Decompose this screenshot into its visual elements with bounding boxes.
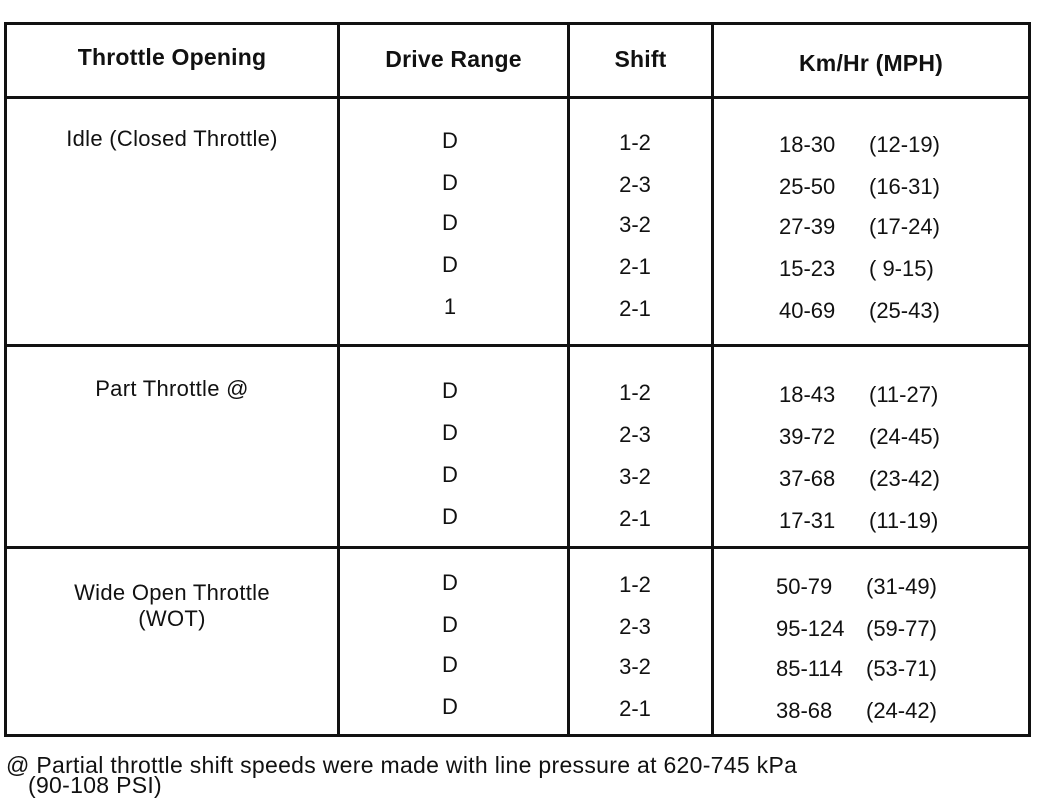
kmh-value: 17-31 — [779, 508, 836, 533]
shift-cell: 3-2 — [619, 654, 651, 679]
group-divider-2 — [4, 546, 1031, 549]
speed-cell — [779, 214, 940, 240]
kmh-value: 27-39 — [779, 214, 836, 239]
header-shift: Shift — [614, 46, 667, 72]
footnote-line-2: (90-108 PSI) — [28, 772, 162, 798]
shift-cell: 2-3 — [619, 172, 651, 197]
column-divider-3 — [711, 22, 714, 737]
speed-cell — [779, 132, 940, 158]
mph-value: (11-19) — [869, 508, 939, 533]
mph-value: ( 9-15) — [869, 256, 934, 281]
drive-cell: 1 — [443, 294, 457, 319]
drive-cell: D — [442, 504, 458, 529]
shift-cell: 1-2 — [619, 572, 651, 597]
column-divider-2 — [567, 22, 570, 737]
shift-cell: 2-1 — [619, 696, 651, 721]
speed-cell — [779, 466, 940, 492]
mph-value: (59-77) — [866, 616, 937, 641]
mph-value: (17-24) — [869, 214, 940, 239]
shift-cell: 3-2 — [619, 212, 651, 237]
group-label-wot-line1: Wide Open Throttle — [74, 580, 270, 605]
kmh-value: 85-114 — [776, 656, 843, 681]
drive-cell: D — [442, 210, 458, 235]
kmh-value: 38-68 — [776, 698, 833, 723]
speed-cell — [776, 656, 937, 682]
drive-cell: D — [442, 462, 458, 487]
kmh-value: 40-69 — [779, 298, 836, 323]
drive-cell: D — [442, 612, 458, 637]
mph-value: (24-45) — [869, 424, 940, 449]
drive-cell: D — [442, 694, 458, 719]
speed-cell — [779, 174, 940, 200]
group-label-wot-line2: (WOT) — [138, 606, 206, 631]
shift-cell: 2-1 — [619, 254, 651, 279]
table-top-border — [4, 22, 1031, 25]
speed-cell — [779, 424, 940, 450]
group-label-idle: Idle (Closed Throttle) — [66, 126, 278, 151]
drive-cell: D — [442, 252, 458, 277]
drive-cell: D — [442, 420, 458, 445]
drive-cell: D — [442, 652, 458, 677]
shift-cell: 2-1 — [619, 506, 651, 531]
mph-value: (23-42) — [869, 466, 940, 491]
shift-cell: 2-3 — [619, 614, 651, 639]
header-speed: Km/Hr (MPH) — [798, 50, 944, 76]
kmh-value: 18-43 — [779, 382, 836, 407]
speed-cell — [779, 508, 938, 534]
speed-cell — [779, 298, 940, 324]
kmh-value: 50-79 — [776, 574, 833, 599]
mph-value: (16-31) — [869, 174, 940, 199]
mph-value: (24-42) — [866, 698, 937, 723]
group-label-part-throttle: Part Throttle @ — [95, 376, 249, 401]
mph-value: (31-49) — [866, 574, 937, 599]
drive-cell: D — [442, 570, 458, 595]
header-throttle-opening: Throttle Opening — [77, 44, 267, 70]
mph-value: (53-71) — [866, 656, 937, 681]
mph-value: (12-19) — [869, 132, 940, 157]
drive-cell: D — [442, 170, 458, 195]
kmh-value: 15-23 — [779, 256, 836, 281]
shift-cell: 1-2 — [619, 380, 651, 405]
kmh-value: 39-72 — [779, 424, 836, 449]
mph-value: (11-27) — [869, 382, 939, 407]
speed-cell — [776, 574, 937, 600]
speed-cell — [776, 616, 937, 642]
table-header-divider — [4, 96, 1031, 99]
kmh-value: 25-50 — [779, 174, 836, 199]
shift-cell: 1-2 — [619, 130, 651, 155]
shift-cell: 3-2 — [619, 464, 651, 489]
header-drive-range: Drive Range — [385, 46, 522, 72]
footnote-line-1: @ Partial throttle shift speeds were made with line pressure at 620-745 kPa — [6, 752, 798, 778]
kmh-value: 18-30 — [779, 132, 836, 157]
speed-cell — [779, 256, 934, 282]
drive-cell: D — [442, 128, 458, 153]
group-divider-1 — [4, 344, 1031, 347]
mph-value: (25-43) — [869, 298, 940, 323]
speed-cell — [776, 698, 937, 724]
table-bottom-border — [4, 734, 1031, 737]
group-label-wot — [7, 580, 337, 632]
kmh-value: 95-124 — [776, 616, 845, 641]
table-right-border — [1028, 22, 1031, 737]
shift-cell: 2-1 — [619, 296, 651, 321]
speed-cell — [779, 382, 938, 408]
drive-cell: D — [442, 378, 458, 403]
column-divider-1 — [337, 22, 340, 737]
kmh-value: 37-68 — [779, 466, 836, 491]
shift-cell: 2-3 — [619, 422, 651, 447]
